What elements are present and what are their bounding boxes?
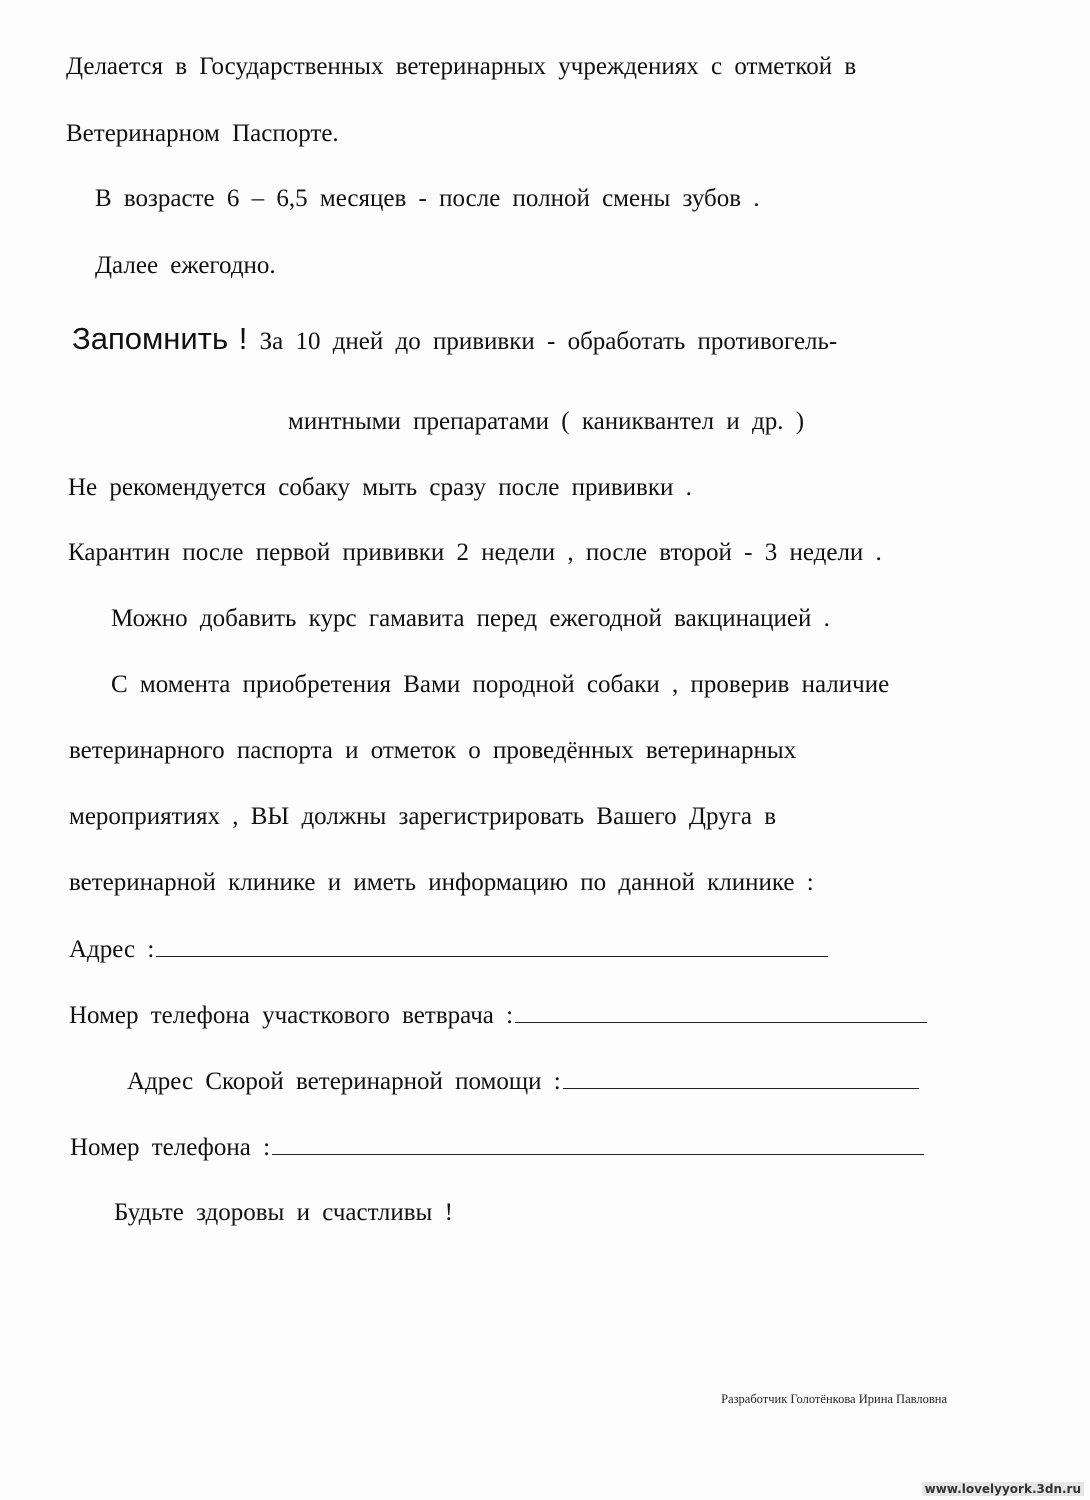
phone-label: Номер телефона :: [70, 1134, 271, 1161]
address-field: [69, 934, 828, 965]
text-line: В возрасте 6 – 6,5 месяцев - после полной смены зубов .: [95, 185, 760, 212]
author-credit: Разработчик Голотёнкова Ирина Павловна: [721, 1392, 947, 1406]
phone-blank[interactable]: [272, 1132, 924, 1155]
text-line: мероприятиях , ВЫ должны зарегистрировать Вашего Друга в: [69, 803, 777, 830]
remember-line: [72, 321, 838, 357]
address-blank[interactable]: [156, 934, 828, 957]
address-label: Адрес :: [69, 936, 155, 963]
vet-phone-blank[interactable]: [515, 1000, 927, 1023]
closing-text: Будьте здоровы и счастливы !: [114, 1199, 453, 1226]
remember-label: Запомнить !: [72, 321, 248, 356]
text-line: Ветеринарном Паспорте.: [66, 120, 339, 147]
text-line: Далее ежегодно.: [95, 252, 276, 279]
text-line: Не рекомендуется собаку мыть сразу после прививки .: [68, 474, 692, 501]
emergency-address-field: [127, 1066, 919, 1097]
text-line: Делается в Государственных ветеринарных учреждениях с отметкой в: [66, 53, 857, 80]
phone-field: [70, 1132, 924, 1163]
vet-phone-label: Номер телефона участкового ветврача :: [69, 1002, 514, 1029]
text-line: С момента приобретения Вами породной собаки , проверив наличие: [111, 671, 890, 698]
text-line: минтными препаратами ( каниквантел и др. ): [288, 408, 805, 435]
emergency-address-label: Адрес Скорой ветеринарной помощи :: [127, 1068, 561, 1095]
text-line: Можно добавить курс гамавита перед ежегодной вакцинацией .: [111, 605, 830, 632]
text-line: ветеринарного паспорта и отметок о проведённых ветеринарных: [69, 737, 797, 764]
vet-phone-field: [69, 1000, 927, 1031]
text-line: Карантин после первой прививки 2 недели , после второй - 3 недели .: [68, 539, 882, 566]
text-line: ветеринарной клинике и иметь информацию по данной клинике :: [69, 869, 814, 896]
site-watermark: www.lovelyyork.3dn.ru: [922, 1482, 1084, 1496]
emergency-address-blank[interactable]: [563, 1066, 919, 1089]
remember-text: За 10 дней до прививки - обработать противогель-: [259, 328, 838, 355]
